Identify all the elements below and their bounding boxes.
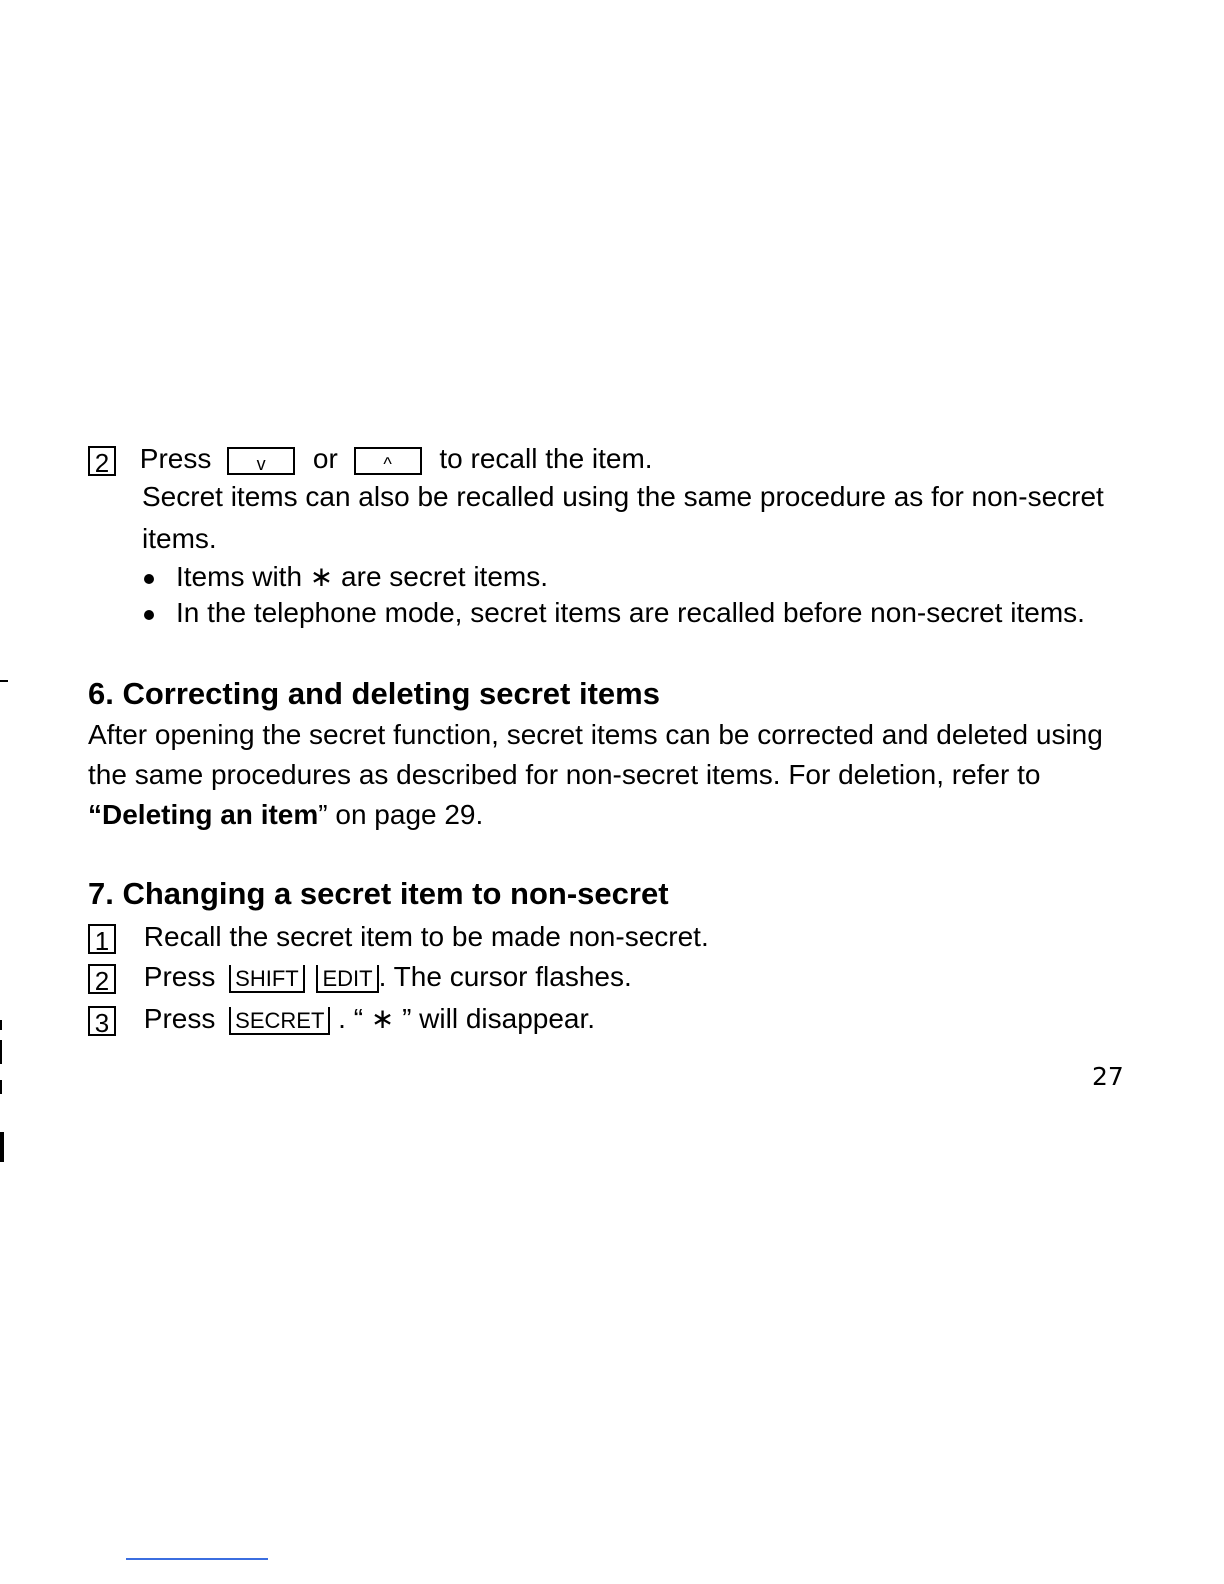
step-recall-line: [88, 442, 653, 476]
recall-note-line1: Secret items can also be recalled using the same procedure as for non-secret: [142, 481, 1104, 512]
step-number: 2: [88, 964, 116, 994]
section7-step3: [88, 1002, 595, 1036]
section6-line2: the same procedures as described for non-secret items. For deletion, refer to: [88, 759, 1041, 790]
press-label: Press: [143, 1003, 216, 1034]
bullet-item: [144, 596, 1085, 630]
bullet-text: Items with ∗ are secret items.: [176, 561, 548, 592]
page-number: 27: [1092, 1062, 1124, 1091]
step-number: 1: [88, 924, 116, 954]
scan-mark: [0, 1040, 2, 1064]
secret-key: SECRET: [229, 1007, 330, 1035]
bullet-dot: [144, 610, 154, 620]
deleting-item-ref: “Deleting an item: [88, 799, 319, 830]
step-number: 2: [88, 446, 116, 476]
up-key: ^: [354, 447, 422, 475]
scan-mark: [0, 680, 8, 682]
section7-heading: 7. Changing a secret item to non-secret: [88, 876, 669, 911]
edit-key: EDIT: [316, 965, 378, 993]
press-label: Press: [143, 961, 216, 992]
recall-note-line2: items.: [142, 523, 217, 554]
bullet-item: [144, 560, 548, 594]
page-ref: ” on page 29.: [318, 799, 484, 830]
scan-mark: [0, 1132, 4, 1162]
down-key: v: [227, 447, 295, 475]
step-number: 3: [88, 1006, 116, 1036]
step-text: Recall the secret item to be made non-secret.: [143, 921, 709, 952]
bullet-dot: [144, 574, 154, 584]
bullet-text: In the telephone mode, secret items are recalled before non-secret items.: [176, 597, 1085, 628]
recall-text: to recall the item.: [439, 443, 653, 474]
shift-key: SHIFT: [229, 965, 305, 993]
step-text: . “ ∗ ” will disappear.: [330, 1003, 596, 1034]
section7-step1: [88, 920, 709, 954]
section6-line3: [88, 798, 483, 832]
section6-line1: After opening the secret function, secret items can be corrected and deleted using: [88, 719, 1103, 750]
bottom-rule: [126, 1558, 268, 1560]
scan-mark: [0, 1080, 2, 1094]
section7-step2: [88, 960, 632, 994]
step-text: . The cursor flashes.: [378, 961, 632, 992]
or-label: or: [312, 443, 338, 474]
section6-heading: 6. Correcting and deleting secret items: [88, 676, 660, 711]
scan-mark: [0, 1020, 2, 1030]
press-label: Press: [139, 443, 212, 474]
